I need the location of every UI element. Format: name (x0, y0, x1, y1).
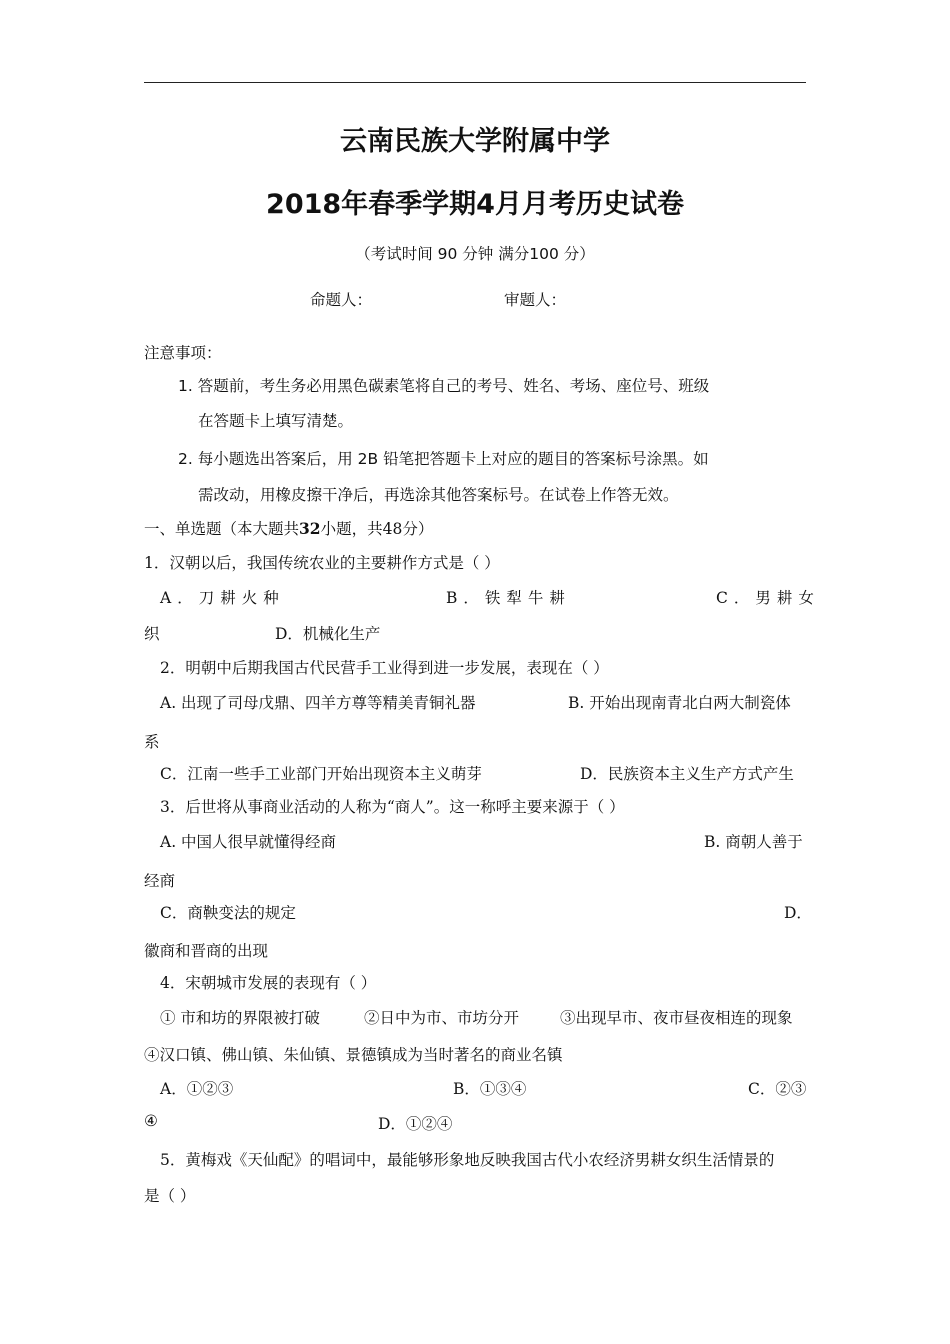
reviewer-label: 审题人： (504, 291, 567, 309)
q4-stem: 4．宋朝城市发展的表现有（ ） (160, 974, 377, 992)
q4-option-c: C．②③ (748, 1080, 807, 1098)
section-heading (144, 517, 433, 539)
q1-option-b: B．铁犁牛耕 (446, 589, 571, 607)
school-name: 云南民族大学附属中学 (340, 126, 610, 157)
notes-heading: 注意事项： (144, 344, 222, 362)
exam-title: 2018年春季学期4月月考历史试卷 (266, 189, 684, 220)
q5-stem-line-2: 是（ ） (144, 1187, 196, 1205)
note-1-line-1: 1. 答题前，考生务必用黑色碳素笔将自己的考号、姓名、考场、座位号、班级 (178, 377, 710, 395)
q2-option-a: A. 出现了司母戊鼎、四羊方尊等精美青铜礼器 (160, 694, 476, 712)
q4-option-b: B．①③④ (453, 1080, 527, 1098)
q4-option-a: A．①②③ (160, 1080, 234, 1098)
q3-option-d-cont: 徽商和晋商的出现 (144, 942, 269, 960)
q4-option-d: D．①②④ (378, 1115, 453, 1133)
q4-statement-1: ① 市和坊的界限被打破 (160, 1009, 320, 1027)
q3-option-b-cont: 经商 (144, 872, 176, 890)
q4-statement-2: ②日中为市、市坊分开 (364, 1009, 520, 1027)
q1-stem: 1．汉朝以后，我国传统农业的主要耕作方式是（ ） (144, 554, 500, 572)
q3-option-c: C．商鞅变法的规定 (160, 904, 296, 922)
q4-statement-3: ③出现早市、夜市昼夜相连的现象 (560, 1009, 793, 1027)
q3-option-a: A. 中国人很早就懂得经商 (160, 833, 337, 851)
exam-time-info: （考试时间 90 分钟 满分100 分） (355, 245, 595, 263)
q2-option-b-cont: 系 (144, 733, 160, 751)
setter-label: 命题人： (310, 291, 373, 309)
q2-option-b: B. 开始出现南青北白两大制瓷体 (568, 694, 791, 712)
q2-stem: 2．明朝中后期我国古代民营手工业得到进一步发展，表现在（ ） (160, 659, 609, 677)
section-heading-prefix: 一、单选题（本大题共 (144, 520, 300, 538)
note-2-line-2: 需改动，用橡皮擦干净后，再选涂其他答案标号。在试卷上作答无效。 (198, 486, 679, 504)
q3-stem: 3．后世将从事商业活动的人称为“商人”。这一称呼主要来源于（ ） (160, 798, 625, 816)
q5-stem-line-1: 5．黄梅戏《天仙配》的唱词中，最能够形象地反映我国古代小农经济男耕女织生活情景的 (160, 1151, 775, 1169)
q2-option-c: C．江南一些手工业部门开始出现资本主义萌芽 (160, 765, 482, 783)
header-rule (144, 82, 806, 83)
q1-option-a: A．刀耕火种 (160, 589, 285, 607)
q1-option-d: D．机械化生产 (275, 625, 381, 643)
q1-option-c: C．男耕女 (716, 589, 820, 607)
section-question-count: 32 (299, 519, 321, 538)
note-1-line-2: 在答题卡上填写清楚。 (198, 412, 354, 430)
q4-option-c-cont: ④ (144, 1112, 158, 1130)
q4-statement-4: ④汉口镇、佛山镇、朱仙镇、景德镇成为当时著名的商业名镇 (144, 1046, 563, 1064)
section-heading-suffix: 小题，共48分） (320, 520, 434, 538)
q2-option-d: D．民族资本主义生产方式产生 (580, 765, 794, 783)
q3-option-b: B. 商朝人善于 (704, 833, 803, 851)
q1-option-c-cont: 织 (144, 625, 160, 643)
q3-option-d: D． (784, 904, 812, 922)
note-2-line-1: 2. 每小题选出答案后，用 2B 铅笔把答题卡上对应的题目的答案标号涂黑。如 (178, 450, 709, 468)
